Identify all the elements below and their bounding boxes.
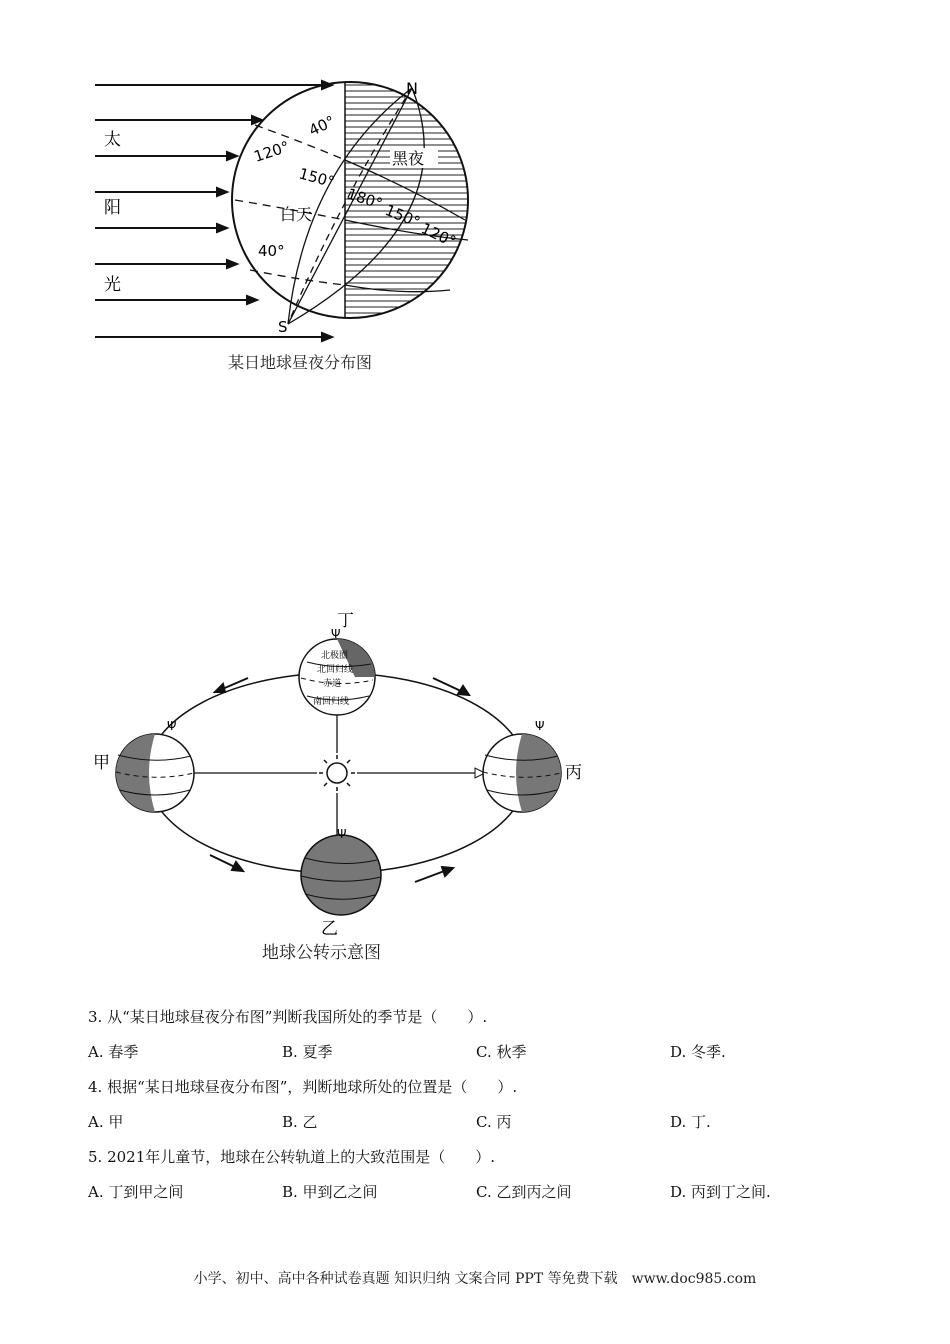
option: D. 冬季. — [670, 1043, 726, 1061]
degree-label: 150° — [296, 164, 337, 192]
option: C. 秋季 — [476, 1043, 527, 1061]
question-options — [88, 1040, 878, 1075]
sun-label-1: 太 — [104, 130, 121, 150]
svg-text:Ψ: Ψ — [337, 827, 347, 841]
option: A. 春季 — [88, 1043, 139, 1061]
option: B. 甲到乙之间 — [282, 1183, 378, 1201]
latitude-label: 北回归线 — [317, 665, 354, 675]
north-pole-label: N — [406, 79, 418, 98]
south-pole-label: S — [278, 318, 288, 336]
option: D. 丁. — [670, 1113, 711, 1131]
earth-ding — [299, 627, 375, 715]
svg-text:Ψ: Ψ — [331, 627, 341, 641]
sun-label-2: 阳 — [104, 198, 121, 218]
earth-yi — [301, 827, 381, 915]
position-label-bing: 丙 — [565, 763, 582, 783]
earth-jia — [116, 719, 194, 812]
page-footer: 小学、初中、高中各种试卷真题 知识归纳 文案合同 PPT 等免费下载 www.doc985.com — [193, 1271, 757, 1287]
position-label-yi: 乙 — [321, 919, 338, 939]
figure2-caption: 地球公转示意图 — [262, 943, 381, 963]
option: B. 乙 — [282, 1113, 318, 1131]
earth-bing — [483, 719, 561, 812]
questions — [88, 1005, 878, 1215]
question-stem: 5. 2021年儿童节，地球在公转轨道上的大致范围是（ ）. — [88, 1148, 496, 1166]
revolution-diagram — [85, 600, 605, 970]
position-label-ding: 丁 — [337, 611, 354, 631]
degree-label: 40° — [258, 242, 285, 260]
option: A. 丁到甲之间 — [88, 1183, 184, 1201]
degree-label: 180° — [344, 184, 385, 213]
question-options — [88, 1110, 878, 1145]
degree-label: 40° — [306, 112, 338, 140]
figure1-caption: 某日地球昼夜分布图 — [228, 353, 373, 372]
day-label: 白天 — [280, 205, 313, 224]
latitude-label: 南回归线 — [313, 697, 350, 707]
sun-label-3: 光 — [104, 275, 121, 295]
svg-text:Ψ: Ψ — [535, 719, 545, 733]
degree-label: 120° — [418, 219, 459, 251]
latitude-label: 赤道 — [323, 679, 342, 689]
position-label-jia: 甲 — [93, 753, 110, 773]
question-stem: 4. 根据“某日地球昼夜分布图”，判断地球所处的位置是（ ）. — [88, 1078, 518, 1096]
option: C. 丙 — [476, 1113, 512, 1131]
day-night-diagram — [80, 70, 500, 390]
degree-label: 150° — [382, 201, 423, 232]
question-stem: 3. 从“某日地球昼夜分布图”判断我国所处的季节是（ ）. — [88, 1008, 488, 1026]
question-options — [88, 1180, 878, 1215]
degree-label: 120° — [251, 137, 292, 166]
option: B. 夏季 — [282, 1043, 333, 1061]
option: C. 乙到丙之间 — [476, 1183, 572, 1201]
night-label: 黑夜 — [392, 149, 425, 168]
option: A. 甲 — [88, 1113, 124, 1131]
option: D. 丙到丁之间. — [670, 1183, 771, 1201]
sun-icon — [319, 755, 355, 791]
latitude-label: 北极圈 — [321, 651, 349, 661]
svg-text:Ψ: Ψ — [167, 719, 177, 733]
